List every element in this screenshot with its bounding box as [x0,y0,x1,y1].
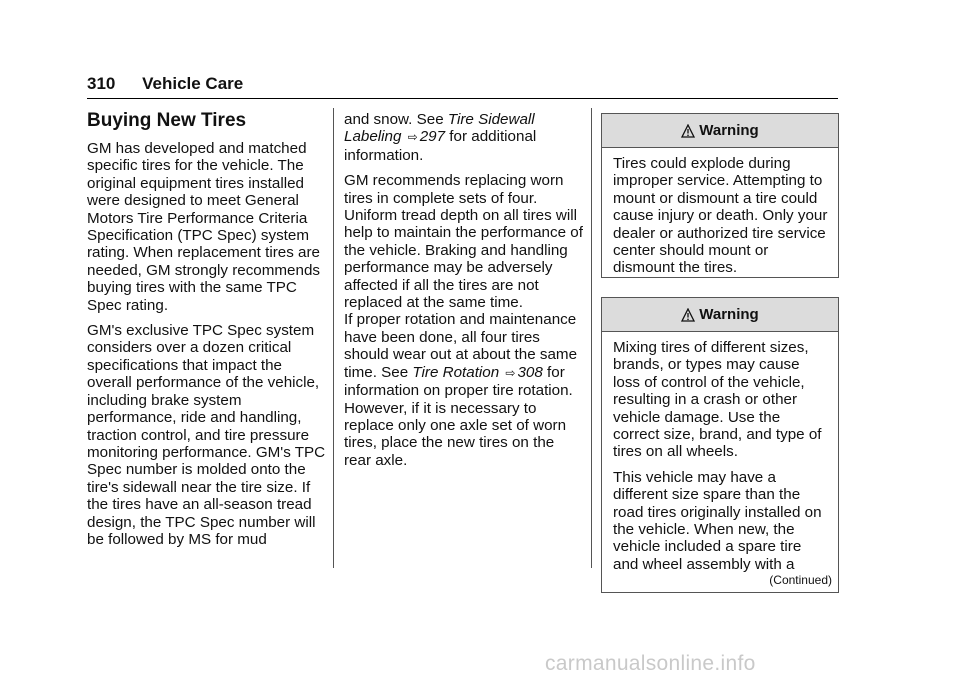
warning-box [601,113,839,278]
text: If proper rotation and maintenance have been done, all four tires should wear out at about the same time. See [344,311,578,381]
heading-buying-new-tires: Buying New Tires [87,110,247,131]
warning-triangle-icon [681,124,695,138]
text: for information on proper tire rotation. However, if it is necessary to replace only one axle set of worn tires, place the new tires on the rear axle. [344,363,573,469]
cross-ref-link[interactable]: Tire Sidewall Labeling [344,111,535,146]
section-title: Vehicle Care [142,74,244,93]
page-ref[interactable]: 297 [419,128,446,146]
text: for additional information. [344,128,537,164]
warning-label: Warning [699,121,759,139]
cross-ref-link[interactable]: Tire Rotation [412,363,500,381]
warning-header [602,298,838,332]
paragraph: GM has developed and matched specific tires for the vehicle. The original equipment tires installed were designed to meet General Motors Tire Performance Criteria Specification (TPC Spec) system rating. When replacement tires are needed, GM strongly recommends buying tires with the same TPC Spec rating. [87,140,320,314]
warning-body [602,148,838,291]
column-3 [601,113,839,593]
warning-text: Mixing tires of different sizes, brands, or types may cause loss of control of the vehicle, resulting in a crash or other vehicle damage. Use the correct size, brand, and type of tires on all wheels. [613,339,822,461]
warning-triangle-icon [681,308,695,322]
page-number: 310 [87,74,116,93]
column-divider [333,108,334,568]
page-ref-arrow-icon: ⇨ [407,130,418,145]
text: and snow. See [344,111,448,128]
warning-text: Tires could explode during improper service. Attempting to mount or dismount a tire could cause injury or death. Only your dealer or authorized tire service center should mount or dismount the tires. [613,155,828,277]
warning-body [602,332,838,587]
paragraph: GM recommends replacing worn tires in complete sets of four. Uniform tread depth on all tires will help to maintain the performance of the vehicle. Braking and handling performance may be adversely affected if all the tires are not replaced at the same time. [344,172,583,312]
warning-text: This vehicle may have a different size spare than the road tires originally installed on the vehicle. When new, the vehicle included a spare tire and wheel assembly with a [613,468,822,573]
warning-label: Warning [699,305,759,323]
page-header [87,74,243,94]
warning-box [601,297,839,593]
column-divider [591,108,592,568]
header-rule [87,98,838,99]
watermark: carmanualsonline.info [545,652,756,675]
paragraph [344,111,584,164]
continued-note: (Continued) [769,572,832,587]
paragraph [344,311,584,469]
page-ref-arrow-icon: ⇨ [505,365,516,380]
column-2 [344,111,584,477]
column-1 [87,110,327,556]
page-ref[interactable]: 308 [517,363,543,381]
warning-header [602,114,838,148]
paragraph: GM's exclusive TPC Spec system considers over a dozen critical specifications that impact the overall performance of the vehicle, including brake system performance, ride and handling, traction control, and tire pressure monitoring performance. GM's TPC Spec number is molded onto the tire's sidewall near the tire size. If the tires have an all-season tread design, the TPC Spec number will be followed by MS for mud [87,322,326,548]
